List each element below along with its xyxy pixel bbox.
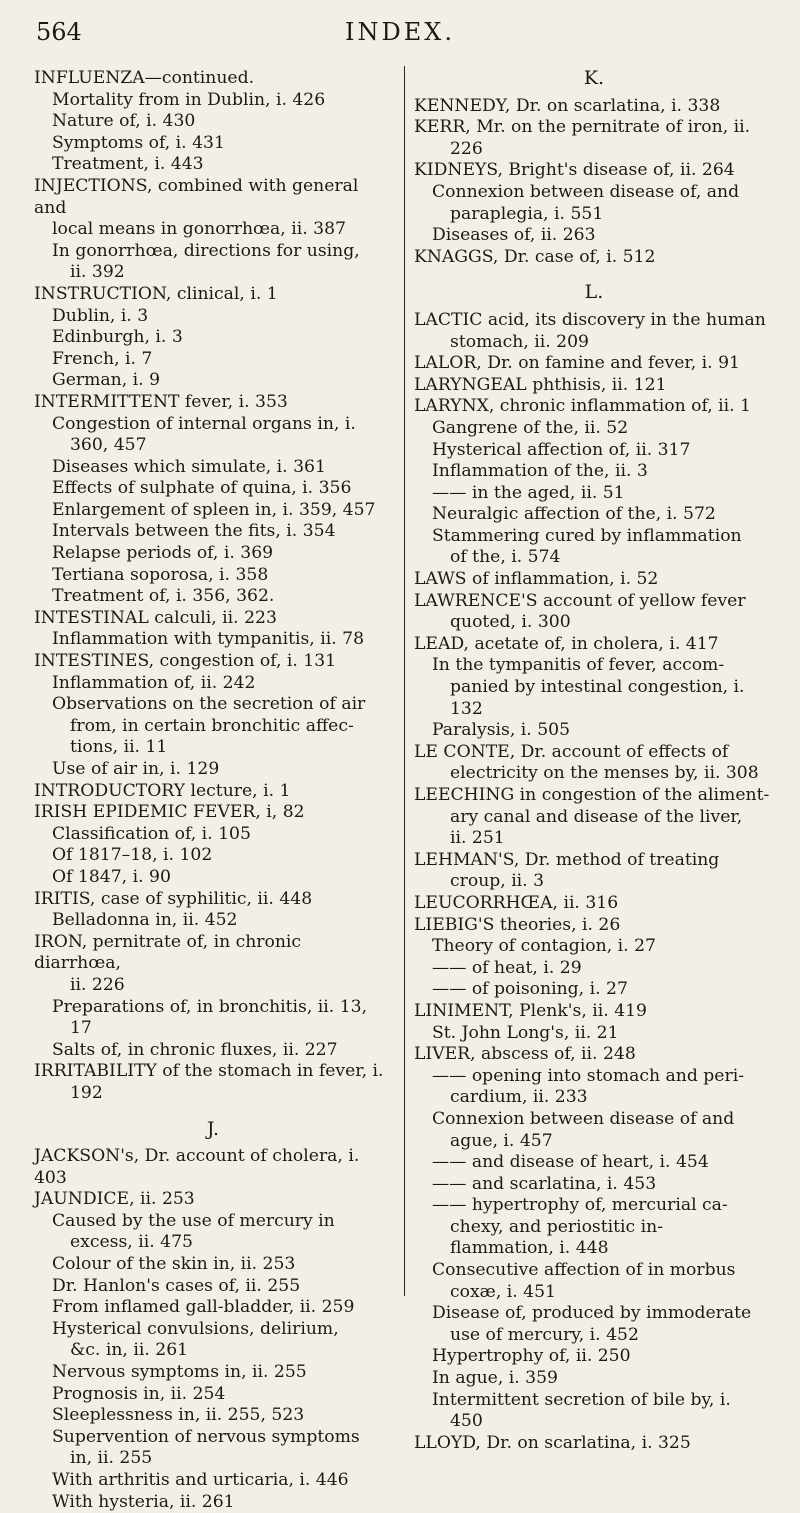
index-subentry: Observations on the secretion of air	[52, 694, 366, 715]
index-subentry: —— of poisoning, i. 27	[432, 979, 628, 1000]
index-subentry: panied by intestinal congestion, i.	[450, 677, 745, 698]
index-subentry: flammation, i. 448	[450, 1238, 609, 1259]
index-subentry: —— in the aged, ii. 51	[432, 482, 625, 503]
index-subentry: 360, 457	[70, 435, 147, 456]
index-entry: INTRODUCTORY lecture, i. 1	[34, 780, 291, 801]
index-entry: LALOR, Dr. on famine and fever, i. 91	[414, 353, 740, 374]
index-entry: IRISH EPIDEMIC FEVER, i, 82	[34, 802, 305, 823]
index-subentry: Treatment, i. 443	[52, 154, 204, 175]
index-subentry: Paralysis, i. 505	[432, 720, 571, 741]
index-entry: LEUCORRHŒA, ii. 316	[414, 892, 619, 913]
index-subentry: tions, ii. 11	[70, 737, 168, 758]
index-subentry: paraplegia, i. 551	[450, 203, 604, 224]
index-subentry: Sleeplessness in, ii. 255, 523	[52, 1405, 305, 1426]
index-subentry: Connexion between disease of and	[432, 1108, 735, 1129]
index-subentry: Diseases which simulate, i. 361	[52, 456, 326, 477]
section-letter: L.	[584, 281, 604, 304]
column-divider	[404, 66, 405, 1296]
index-subentry: Relapse periods of, i. 369	[52, 543, 274, 564]
index-subentry: Stammering cured by inflammation	[432, 525, 742, 546]
index-subentry: ague, i. 457	[450, 1130, 553, 1151]
index-subentry: With hysteria, ii. 261	[52, 1491, 235, 1512]
index-subentry: ary canal and disease of the liver,	[450, 806, 743, 827]
index-entry: LARYNX, chronic inflammation of, ii. 1	[414, 396, 751, 417]
index-subentry: Theory of contagion, i. 27	[432, 936, 656, 957]
index-subentry: —— hypertrophy of, mercurial ca-	[432, 1195, 728, 1216]
section-letter: K.	[583, 67, 605, 89]
index-subentry: Salts of, in chronic fluxes, ii. 227	[52, 1039, 338, 1060]
index-subentry: Inflammation with tympanitis, ii. 78	[52, 629, 365, 650]
index-subentry: Consecutive affection of in morbus	[432, 1260, 736, 1281]
index-entry: INTESTINES, congestion of, i. 131	[34, 651, 337, 672]
index-subentry: Prognosis in, ii. 254	[52, 1383, 226, 1404]
index-entry: LEHMAN'S, Dr. method of treating	[414, 849, 720, 870]
index-subentry: Mortality from in Dublin, i. 426	[52, 89, 326, 110]
index-entry: LINIMENT, Plenk's, ii. 419	[414, 1000, 647, 1021]
index-subentry: Hypertrophy of, ii. 250	[432, 1346, 631, 1367]
index-subentry: Disease of, produced by immoderate	[432, 1303, 752, 1324]
page-number: 564	[36, 18, 82, 46]
index-subentry: &c. in, ii. 261	[70, 1340, 189, 1361]
index-subentry: Tertiana soporosa, i. 358	[52, 564, 269, 585]
index-subentry: Enlargement of spleen in, i. 359, 457	[52, 499, 376, 520]
index-subentry: St. John Long's, ii. 21	[432, 1022, 619, 1043]
left-column	[34, 68, 392, 1513]
index-entry: INTERMITTENT fever, i. 353	[34, 391, 288, 412]
index-entry: JAUNDICE, ii. 253	[34, 1189, 195, 1210]
index-entry: LACTIC acid, its discovery in the human	[414, 309, 766, 330]
index-subentry: Edinburgh, i. 3	[52, 327, 183, 348]
index-subentry: Dublin, i. 3	[52, 305, 149, 326]
index-subentry: Classification of, i. 105	[52, 823, 251, 844]
index-entry: LAWS of inflammation, i. 52	[414, 569, 659, 590]
index-subentry: Use of air in, i. 129	[52, 759, 220, 779]
index-subentry: Connexion between disease of, and	[432, 181, 740, 202]
index-entry: LLOYD, Dr. on scarlatina, i. 325	[414, 1432, 691, 1453]
index-entry: INFLUENZA—continued.	[34, 68, 255, 88]
index-entry: JACKSON's, Dr. account of cholera, i. 403	[34, 1146, 360, 1188]
index-subentry: 192	[70, 1082, 103, 1103]
index-entry: LARYNGEAL phthisis, ii. 121	[414, 374, 667, 395]
index-subentry: Intermittent secretion of bile by, i.	[432, 1389, 731, 1410]
right-column	[414, 68, 774, 1454]
index-subentry: —— of heat, i. 29	[432, 957, 582, 978]
index-subentry: In the tympanitis of fever, accom-	[432, 655, 725, 676]
index-subentry: Preparations of, in bronchitis, ii. 13,	[52, 996, 368, 1017]
index-entry: LEAD, acetate of, in cholera, i. 417	[414, 633, 719, 654]
index-entry: KIDNEYS, Bright's disease of, ii. 264	[414, 160, 735, 181]
index-subentry: in, ii. 255	[70, 1448, 153, 1469]
index-subentry: Dr. Hanlon's cases of, ii. 255	[52, 1275, 301, 1296]
index-subentry: Diseases of, ii. 263	[432, 225, 596, 246]
index-subentry: use of mercury, i. 452	[450, 1324, 639, 1345]
index-entry: IRON, pernitrate of, in chronic diarrhœa,	[34, 931, 302, 974]
index-subentry: —— opening into stomach and peri-	[432, 1065, 745, 1086]
index-subentry: local means in gonorrhœa, ii. 387	[52, 219, 346, 240]
index-subentry: —— and scarlatina, i. 453	[432, 1173, 657, 1194]
index-subentry: ii. 251	[450, 828, 505, 849]
index-subentry: cardium, ii. 233	[450, 1087, 588, 1108]
index-subentry: Treatment of, i. 356, 362.	[52, 586, 275, 607]
running-head: INDEX.	[345, 18, 455, 46]
index-subentry: Hysterical affection of, ii. 317	[432, 439, 691, 460]
index-subentry: Of 1847, i. 90	[52, 866, 171, 887]
index-subentry: 17	[70, 1018, 92, 1039]
section-letter: J.	[206, 1117, 220, 1140]
index-subentry: German, i. 9	[52, 370, 161, 391]
page-header	[0, 18, 800, 58]
index-subentry: excess, ii. 475	[70, 1232, 193, 1253]
index-subentry: Supervention of nervous symptoms	[52, 1426, 360, 1447]
index-subentry: stomach, ii. 209	[450, 331, 589, 352]
index-subentry: ii. 226	[70, 974, 125, 995]
index-subentry: Nervous symptoms in, ii. 255	[52, 1362, 307, 1383]
index-subentry: Inflammation of, ii. 242	[52, 672, 256, 693]
index-subentry: Inflammation of the, ii. 3	[432, 461, 648, 482]
index-subentry: chexy, and periostitic in-	[450, 1216, 664, 1237]
index-subentry: Nature of, i. 430	[52, 111, 196, 132]
index-subentry: 132	[450, 698, 483, 719]
index-subentry: Of 1817–18, i. 102	[52, 845, 213, 866]
index-subentry: Colour of the skin in, ii. 253	[52, 1254, 296, 1275]
index-subentry: from, in certain bronchitic affec-	[70, 715, 354, 736]
index-entry: LIEBIG'S theories, i. 26	[414, 914, 621, 935]
index-subentry: Intervals between the fits, i. 354	[52, 521, 336, 542]
index-entry: IRRITABILITY of the stomach in fever, i.	[34, 1061, 384, 1082]
index-entry: LEECHING in congestion of the aliment-	[414, 785, 770, 805]
index-subentry: Caused by the use of mercury in	[52, 1210, 335, 1231]
index-subentry: Gangrene of the, ii. 52	[432, 417, 629, 438]
index-entry: KNAGGS, Dr. case of, i. 512	[414, 246, 656, 267]
index-subentry: With arthritis and urticaria, i. 446	[52, 1470, 349, 1490]
index-subentry: of the, i. 574	[450, 547, 561, 568]
index-subentry: Effects of sulphate of quina, i. 356	[52, 478, 352, 499]
index-entry: LE CONTE, Dr. account of effects of	[414, 741, 729, 762]
index-subentry: 226	[450, 138, 483, 159]
index-subentry: Hysterical convulsions, delirium,	[52, 1318, 339, 1339]
index-subentry: electricity on the menses by, ii. 308	[450, 763, 759, 784]
index-subentry: Neuralgic affection of the, i. 572	[432, 504, 716, 525]
index-subentry: French, i. 7	[52, 348, 153, 369]
index-subentry: Congestion of internal organs in, i.	[52, 413, 356, 434]
index-subentry: Symptoms of, i. 431	[52, 132, 225, 153]
index-entry: LIVER, abscess of, ii. 248	[414, 1044, 636, 1065]
index-entry: KERR, Mr. on the pernitrate of iron, ii.	[414, 117, 751, 138]
index-subentry: In gonorrhœa, directions for using,	[52, 240, 360, 261]
index-subentry: coxæ, i. 451	[450, 1281, 556, 1302]
index-subentry: quoted, i. 300	[450, 612, 571, 633]
index-subentry: Belladonna in, ii. 452	[52, 910, 238, 931]
index-entry: KENNEDY, Dr. on scarlatina, i. 338	[414, 95, 721, 116]
index-subentry: In ague, i. 359	[432, 1368, 558, 1389]
index-entry: LAWRENCE'S account of yellow fever	[414, 590, 746, 611]
index-entry: IRITIS, case of syphilitic, ii. 448	[34, 888, 313, 909]
index-subentry: From inflamed gall-bladder, ii. 259	[52, 1297, 355, 1318]
index-subentry: croup, ii. 3	[450, 871, 545, 892]
index-entry: INTESTINAL calculi, ii. 223	[34, 607, 277, 628]
index-subentry: —— and disease of heart, i. 454	[432, 1152, 709, 1173]
index-subentry: 450	[450, 1411, 483, 1432]
index-entry: INSTRUCTION, clinical, i. 1	[34, 283, 278, 304]
index-subentry: ii. 392	[70, 262, 125, 283]
index-entry: INJECTIONS, combined with general and	[34, 175, 359, 218]
